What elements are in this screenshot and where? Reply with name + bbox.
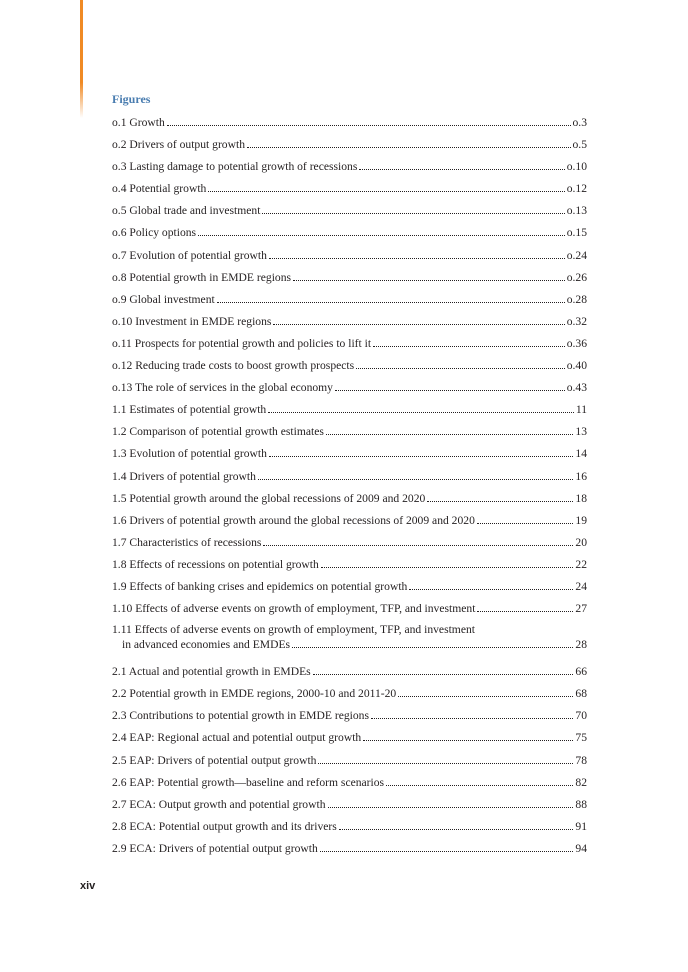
toc-entry-label: o.6 Policy options: [112, 226, 197, 240]
toc-entry-page: 68: [575, 687, 587, 701]
toc-entry-page: o.43: [566, 381, 587, 395]
toc-entry-page: 82: [575, 775, 587, 789]
toc-entry-page: 66: [575, 665, 587, 679]
toc-entry[interactable]: [112, 178, 587, 200]
toc-entry-label: o.3 Lasting damage to potential growth of recessions: [112, 160, 358, 174]
toc-entry-page: o.15: [566, 226, 587, 240]
toc-entry-page: 13: [575, 425, 587, 439]
toc-entry-label: 1.2 Comparison of potential growth estimates: [112, 425, 324, 439]
toc-entry-label: 1.4 Drivers of potential growth: [112, 469, 256, 483]
toc-entry-label: 2.7 ECA: Output growth and potential growth: [112, 797, 326, 811]
toc-entry[interactable]: [112, 443, 587, 465]
toc-entry-page: o.40: [566, 359, 587, 373]
toc-entry-label: o.1 Growth: [112, 116, 165, 129]
toc-entry[interactable]: [112, 794, 587, 816]
toc-entry-label: 1.5 Potential growth around the global recessions of 2009 and 2020: [112, 491, 426, 505]
toc-entry-page: o.28: [566, 292, 587, 306]
figures-list: [112, 90, 587, 860]
toc-entry[interactable]: [112, 510, 587, 532]
toc-entry[interactable]: [112, 622, 587, 658]
toc-entry-label: 2.4 EAP: Regional actual and potential output growth: [112, 731, 362, 745]
toc-entry-page: 27: [575, 602, 587, 616]
dot-leader: [318, 754, 573, 764]
toc-entry[interactable]: [112, 134, 587, 156]
dot-leader: [363, 731, 573, 741]
toc-entry-page: o.24: [566, 248, 587, 262]
toc-entry[interactable]: [112, 532, 587, 554]
toc-entry[interactable]: [112, 200, 587, 222]
toc-entry[interactable]: [112, 838, 587, 860]
toc-entry-page: 75: [575, 731, 587, 745]
toc-entry-page: 11: [575, 403, 587, 417]
toc-entry-page: o.5: [572, 138, 587, 152]
toc-entry-label: o.10 Investment in EMDE regions: [112, 314, 272, 328]
toc-entry[interactable]: [112, 750, 587, 772]
toc-entry[interactable]: [112, 222, 587, 244]
toc-entry-label: 1.3 Evolution of potential growth: [112, 447, 267, 461]
toc-entry-label: o.7 Evolution of potential growth: [112, 248, 267, 262]
toc-entry-page: 78: [575, 753, 587, 767]
page-number: xiv: [80, 880, 96, 892]
toc-entry-page: 19: [575, 513, 587, 527]
dot-leader: [292, 638, 573, 648]
toc-entry[interactable]: [112, 377, 587, 399]
toc-entry-page: 20: [575, 535, 587, 549]
toc-entry[interactable]: [112, 705, 587, 727]
toc-entry-page: 70: [575, 709, 587, 723]
toc-entry-label: 1.1 Estimates of potential growth: [112, 403, 267, 417]
toc-entry-page: o.36: [566, 336, 587, 350]
dot-leader: [373, 337, 565, 347]
toc-entry-page: 14: [575, 447, 587, 461]
toc-entry-page: o.3: [572, 116, 587, 129]
toc-entry[interactable]: [112, 661, 587, 683]
toc-entry[interactable]: [112, 333, 587, 355]
toc-entry[interactable]: [112, 466, 587, 488]
dot-leader: [321, 558, 574, 568]
dot-leader: [320, 842, 574, 852]
toc-entry-page: o.12: [566, 182, 587, 196]
dot-leader: [427, 492, 573, 502]
dot-leader: [198, 226, 565, 236]
toc-entry[interactable]: [112, 772, 587, 794]
dot-leader: [356, 359, 565, 369]
dot-leader: [167, 116, 571, 126]
toc-entry-label: 2.8 ECA: Potential output growth and its drivers: [112, 819, 337, 833]
toc-entry-page: 18: [575, 491, 587, 505]
dot-leader: [477, 602, 573, 612]
toc-entry[interactable]: [112, 245, 587, 267]
toc-entry[interactable]: [112, 311, 587, 333]
dot-leader: [258, 470, 573, 480]
toc-entry[interactable]: [112, 488, 587, 510]
dot-leader: [262, 204, 564, 214]
toc-entry-page: o.10: [566, 160, 587, 174]
toc-entry-label: 2.9 ECA: Drivers of potential output growth: [112, 841, 318, 855]
section-heading: Figures: [112, 92, 151, 106]
dot-leader: [335, 381, 565, 391]
toc-entry-page: o.32: [566, 314, 587, 328]
toc-entry-label: 2.1 Actual and potential growth in EMDEs: [112, 665, 311, 679]
toc-entry[interactable]: [112, 156, 587, 178]
toc-entry-label: o.2 Drivers of output growth: [112, 138, 245, 152]
dot-leader: [339, 820, 574, 830]
toc-entry[interactable]: [112, 289, 587, 311]
toc-entry-page: 16: [575, 469, 587, 483]
toc-entry-page: 22: [575, 557, 587, 571]
toc-entry-label: o.9 Global investment: [112, 292, 215, 306]
entries-container: [112, 112, 587, 860]
toc-entry[interactable]: [112, 598, 587, 620]
toc-entry-label: 2.3 Contributions to potential growth in EMDE regions: [112, 709, 369, 723]
toc-entry-label: 1.11 Effects of adverse events on growth of employment, TFP, and investment: [112, 623, 475, 637]
toc-entry-label: 2.5 EAP: Drivers of potential output growth: [112, 753, 317, 767]
toc-entry[interactable]: [112, 816, 587, 838]
dot-leader: [409, 580, 573, 590]
toc-entry[interactable]: [112, 727, 587, 749]
toc-entry-label: 1.6 Drivers of potential growth around the global recessions of 2009 and 2020: [112, 513, 475, 527]
dot-leader: [371, 709, 573, 719]
dot-leader: [247, 138, 571, 148]
toc-entry-label: 2.2 Potential growth in EMDE regions, 2000-10 and 2011-20: [112, 687, 397, 701]
toc-entry[interactable]: [112, 683, 587, 705]
dot-leader: [208, 182, 564, 192]
toc-entry-label: o.11 Prospects for potential growth and policies to lift it: [112, 336, 372, 350]
toc-entry-label-continued: in advanced economies and EMDEs: [122, 638, 291, 652]
dot-leader: [217, 293, 565, 303]
dot-leader: [477, 514, 574, 524]
toc-entry[interactable]: [112, 355, 587, 377]
dot-leader: [263, 536, 573, 546]
toc-entry-label: 1.9 Effects of banking crises and epidemics on potential growth: [112, 579, 408, 593]
dot-leader: [398, 687, 573, 697]
toc-entry-label: 1.7 Characteristics of recessions: [112, 535, 262, 549]
toc-entry-label: o.4 Potential growth: [112, 182, 207, 196]
toc-entry-page: 24: [575, 579, 587, 593]
toc-entry-label: o.5 Global trade and investment: [112, 204, 261, 218]
toc-entry[interactable]: [112, 576, 587, 598]
toc-entry[interactable]: [112, 554, 587, 576]
toc-entry[interactable]: [112, 112, 587, 134]
dot-leader: [269, 249, 565, 259]
dot-leader: [359, 160, 564, 170]
dot-leader: [328, 798, 574, 808]
toc-entry-label: 2.6 EAP: Potential growth—baseline and reform scenarios: [112, 775, 385, 789]
toc-entry-label: o.12 Reducing trade costs to boost growth prospects: [112, 359, 355, 373]
accent-bar: [80, 0, 83, 118]
toc-entry-page: 88: [575, 797, 587, 811]
toc-entry-label: o.13 The role of services in the global economy: [112, 381, 333, 395]
toc-entry-page: 28: [575, 638, 587, 652]
dot-leader: [313, 665, 574, 675]
toc-entry-page: 91: [575, 819, 587, 833]
dot-leader: [386, 776, 573, 786]
dot-leader: [268, 403, 574, 413]
dot-leader: [273, 315, 564, 325]
dot-leader: [326, 425, 574, 435]
dot-leader: [293, 271, 565, 281]
toc-entry-page: o.13: [566, 204, 587, 218]
dot-leader: [269, 447, 574, 457]
toc-entry[interactable]: [112, 267, 587, 289]
toc-entry-label: 1.10 Effects of adverse events on growth of employment, TFP, and investment: [112, 602, 476, 616]
toc-entry[interactable]: [112, 399, 587, 421]
toc-entry[interactable]: [112, 421, 587, 443]
toc-entry-page: o.26: [566, 270, 587, 284]
toc-entry-page: 94: [575, 841, 587, 855]
toc-entry-label: o.8 Potential growth in EMDE regions: [112, 270, 292, 284]
toc-entry-label: 1.8 Effects of recessions on potential growth: [112, 557, 319, 571]
